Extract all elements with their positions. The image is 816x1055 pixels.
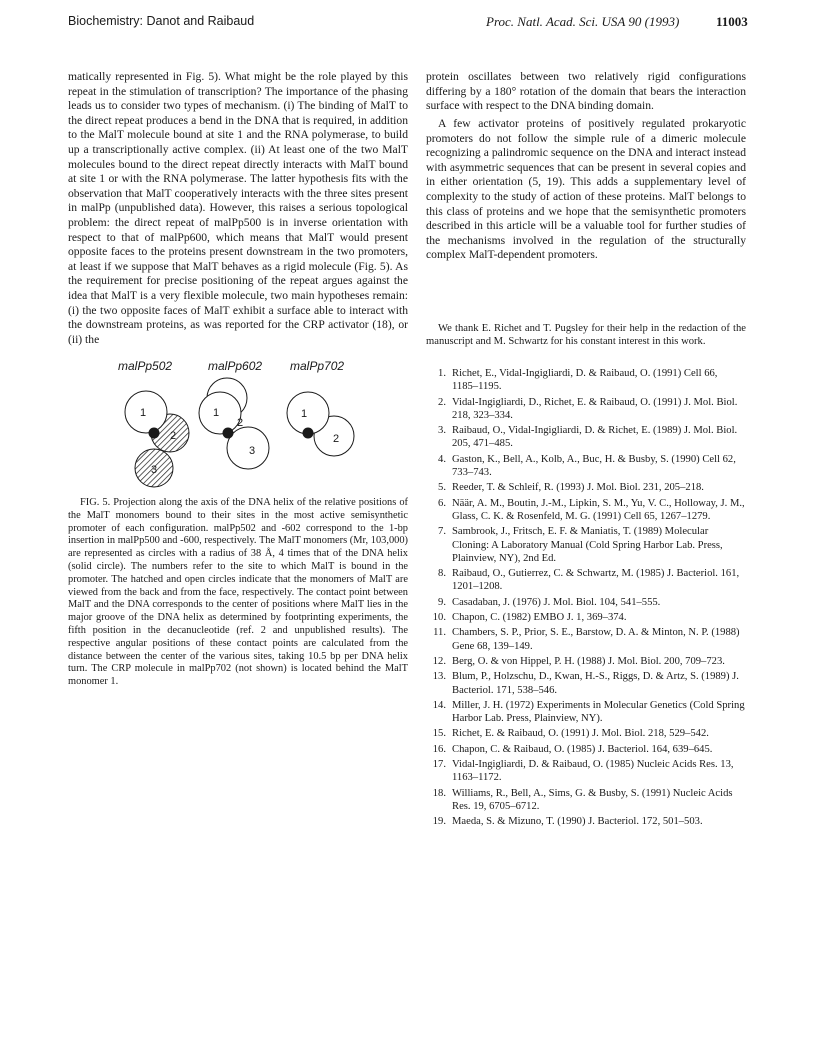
reference-number: 5. <box>438 482 446 494</box>
reference-number: 9. <box>438 596 446 608</box>
reference-number: 4. <box>438 453 446 465</box>
figure-caption-text: FIG. 5. Projection along the axis of the DNA helix of the relative positions of the MalT monomers bound to their sites in the most active semisynthetic promoter of each configuration. malPp502 and -602 correspond to the 1-bp insertion in malPp500 and -600, respectively. The MalT monomers (Mr, 103,000) are represented as circles with a radius of 38 Å, 4 times that of the DNA helix (solid circle). The numbers refer to the site to which MalT is bound in the promoter. The hatched and open circles indicate that the monomers of MalT are viewed from the back and from the face, respectively. The contact point between MalT and the DNA corresponds to the center of positions where MalT lies in the major groove of the DNA helix as determined by footprinting experiments, the fifth position in the decanucleotide (ref. 2 and unpublished results). The respective angular positions of these contact points are calculated from the distance between the center of the various sites, taking 10.5 bp per DNA helix turn. The CRP molecule in malPp702 (not shown) is located behind the MalT monomer 1. <box>68 497 408 688</box>
references-list <box>426 367 746 831</box>
running-header-journal: Proc. Natl. Acad. Sci. USA 90 (1993) <box>486 14 680 29</box>
reference-text: Raibaud, O., Vidal-Ingigliardi, D. & Richet, E. (1989) J. Mol. Biol. 205, 471–485. <box>452 425 738 450</box>
site-number-2: 2 <box>169 430 177 442</box>
figure-caption <box>68 497 408 689</box>
reference-number: 2. <box>438 396 446 408</box>
reference-item <box>426 758 746 785</box>
reference-number: 8. <box>438 568 446 580</box>
reference-item <box>426 655 746 668</box>
reference-item <box>426 424 746 451</box>
reference-item <box>426 611 746 624</box>
reference-text: Richet, E. & Raibaud, O. (1991) J. Mol. Biol. 218, 529–542. <box>452 728 709 740</box>
reference-item <box>426 367 746 394</box>
body-paragraph: matically represented in Fig. 5). What might be the role played by this repeat in the stimulation of transcription? The importance of the phasing leads us to consider two types of mechanism. (i) The binding of MalT to the direct repeat produces a bend in the DNA that is required, in addition to the MalT molecule bound at site 1 and the RNA polymerase, to build up a transcriptionally active complex. (ii) At least one of the two MalT molecules bound to the direct repeat directly interacts with MalT bound at site 1 or with the RNA polymerase. The latter hypothesis fits with the observation that MalT cooperatively interacts with the three sites present in malPp (unpublished data). However, this raises a serious topological problem: the direct repeat of malPp500 is in inverse orientation with respect to that of malPp600, which means that MalT would present opposite faces to the proteins present downstream in the two promoters, at least if we suppose that MalT behaves as a rigid molecule (Fig. 5). As the requirement for precise positioning of the repeat argues against the idea that MalT is a very flexible molecule, two main hypotheses remain: (i) the two opposite faces of MalT exhibit a surface able to interact with the downstream proteins, as was reported for the CRP activator (18), or (ii) the <box>68 70 408 346</box>
reference-number: 1. <box>438 368 446 379</box>
site-number-3: 3 <box>248 445 256 457</box>
reference-item <box>426 787 746 814</box>
site-number-3: 3 <box>150 464 158 476</box>
reference-item <box>426 596 746 609</box>
reference-item <box>426 453 746 480</box>
reference-item <box>426 626 746 653</box>
reference-number: 17. <box>432 759 446 771</box>
acknowledgment-text: We thank E. Richet and T. Pugsley for their help in the redaction of the manuscript and M. Schwartz for his constant interest in this work. <box>426 323 746 348</box>
reference-text: Miller, J. H. (1972) Experiments in Molecular Genetics (Cold Spring Harbor Lab. Press, Plainview, NY). <box>452 699 745 725</box>
body-paragraph: protein oscillates between two relatively rigid configurations differing by a 180° rotation of the domain that bears the interaction surface with respect to the DNA binding domain. <box>426 70 746 113</box>
reference-text: Chambers, S. P., Prior, S. E., Barstow, D. A. & Minton, N. P. (1988) Gene 68, 139–149. <box>452 627 740 652</box>
reference-number: 18. <box>432 787 446 799</box>
reference-item <box>426 497 746 524</box>
reference-number: 6. <box>438 497 446 509</box>
site-number-1: 1 <box>212 407 220 419</box>
running-header-section: Biochemistry: Danot and Raibaud <box>68 14 255 28</box>
reference-number: 13. <box>432 671 446 683</box>
reference-item <box>426 670 746 697</box>
reference-text: Sambrook, J., Fritsch, E. F. & Maniatis, T. (1989) Molecular Cloning: A Laboratory Manual (Cold Spring Harbor Lab. Press, Plainview, NY), 2nd Ed. <box>452 526 723 564</box>
reference-text: Reeder, T. & Schleif, R. (1993) J. Mol. Biol. 231, 205–218. <box>452 482 704 494</box>
reference-text: Gaston, K., Bell, A., Kolb, A., Buc, H. & Busby, S. (1990) Cell 62, 733–743. <box>452 453 736 479</box>
dna-helix-solid-circle <box>303 428 314 439</box>
acknowledgment <box>426 322 746 349</box>
dna-helix-solid-circle <box>223 428 234 439</box>
reference-number: 14. <box>432 699 446 711</box>
reference-number: 11. <box>433 627 446 639</box>
reference-text: Casadaban, J. (1976) J. Mol. Biol. 104, 541–555. <box>452 596 661 608</box>
reference-item <box>426 815 746 828</box>
reference-item <box>426 525 746 565</box>
reference-text: Maeda, S. & Mizuno, T. (1990) J. Bacteriol. 172, 501–503. <box>452 816 703 828</box>
reference-item <box>426 396 746 423</box>
site-number-1: 1 <box>300 408 308 420</box>
reference-number: 15. <box>432 728 446 740</box>
site-number-1: 1 <box>139 407 147 419</box>
reference-item <box>426 481 746 494</box>
reference-item <box>426 743 746 756</box>
reference-number: 16. <box>432 743 446 755</box>
figure-label-malpp502: malPp502 <box>118 359 173 373</box>
left-column-body <box>68 70 408 347</box>
reference-item <box>426 699 746 726</box>
reference-text: Williams, R., Bell, A., Sims, G. & Busby, S. (1991) Nucleic Acids Res. 19, 6705–6712. <box>452 787 733 812</box>
reference-text: Blum, P., Holzschu, D., Kwan, H.-S., Riggs, D. & Artz, S. (1989) J. Bacteriol. 171, 538–546. <box>452 671 739 696</box>
reference-text: Richet, E., Vidal-Ingigliardi, D. & Raibaud, O. (1991) Cell 66, 1185–1195. <box>452 368 718 393</box>
reference-text: Näär, A. M., Boutin, J.-M., Lipkin, S. M., Yu, V. C., Holloway, J. M., Glass, C. K. & Rosenfeld, M. G. (1991) Cell 65, 1267–1279. <box>452 497 745 522</box>
dna-helix-solid-circle <box>149 428 160 439</box>
reference-number: 19. <box>432 816 446 828</box>
body-paragraph: A few activator proteins of positively regulated prokaryotic promoters do not follow the simple rule of a dimeric molecule recognizing a palindromic sequence on the DNA and interact instead with asymmetric sequences that can be present in several copies and in either orientation (5, 19). This adds a supplementary level of complexity to the study of action of these proteins. MalT belongs to this class of proteins and we hope that the semisynthetic promoters described in this article will be a valuable tool for further studies of the mechanisms involved in the regulation of the structurally complex MalT-dependent promoters. <box>426 117 746 262</box>
reference-text: Vidal-Ingigliardi, D. & Raibaud, O. (1985) Nucleic Acids Res. 13, 1163–1172. <box>452 759 734 784</box>
reference-item <box>426 567 746 594</box>
reference-number: 3. <box>438 425 446 437</box>
figure-label-malpp702: malPp702 <box>290 359 345 373</box>
site-number-2: 2 <box>236 417 244 429</box>
right-column-body <box>426 117 746 263</box>
reference-text: Chapon, C. & Raibaud, O. (1985) J. Bacteriol. 164, 639–645. <box>452 743 713 755</box>
reference-text: Chapon, C. (1982) EMBO J. 1, 369–374. <box>452 612 627 624</box>
reference-number: 7. <box>438 526 446 538</box>
page-number: 11003 <box>716 14 748 29</box>
reference-item <box>426 727 746 740</box>
figure-5-diagram <box>110 358 370 493</box>
site-number-2: 2 <box>332 433 340 445</box>
reference-text: Berg, O. & von Hippel, P. H. (1988) J. Mol. Biol. 200, 709–723. <box>452 655 725 667</box>
reference-text: Raibaud, O., Gutierrez, C. & Schwartz, M. (1985) J. Bacteriol. 161, 1201–1208. <box>452 568 740 593</box>
reference-text: Vidal-Ingigliardi, D., Richet, E. & Raibaud, O. (1991) J. Mol. Biol. 218, 323–334. <box>452 396 738 421</box>
figure-label-malpp602: malPp602 <box>208 359 263 373</box>
malt-monomer-1 <box>199 392 244 434</box>
reference-number: 12. <box>432 655 446 667</box>
reference-number: 10. <box>432 612 446 624</box>
right-column-continuation <box>426 70 746 114</box>
